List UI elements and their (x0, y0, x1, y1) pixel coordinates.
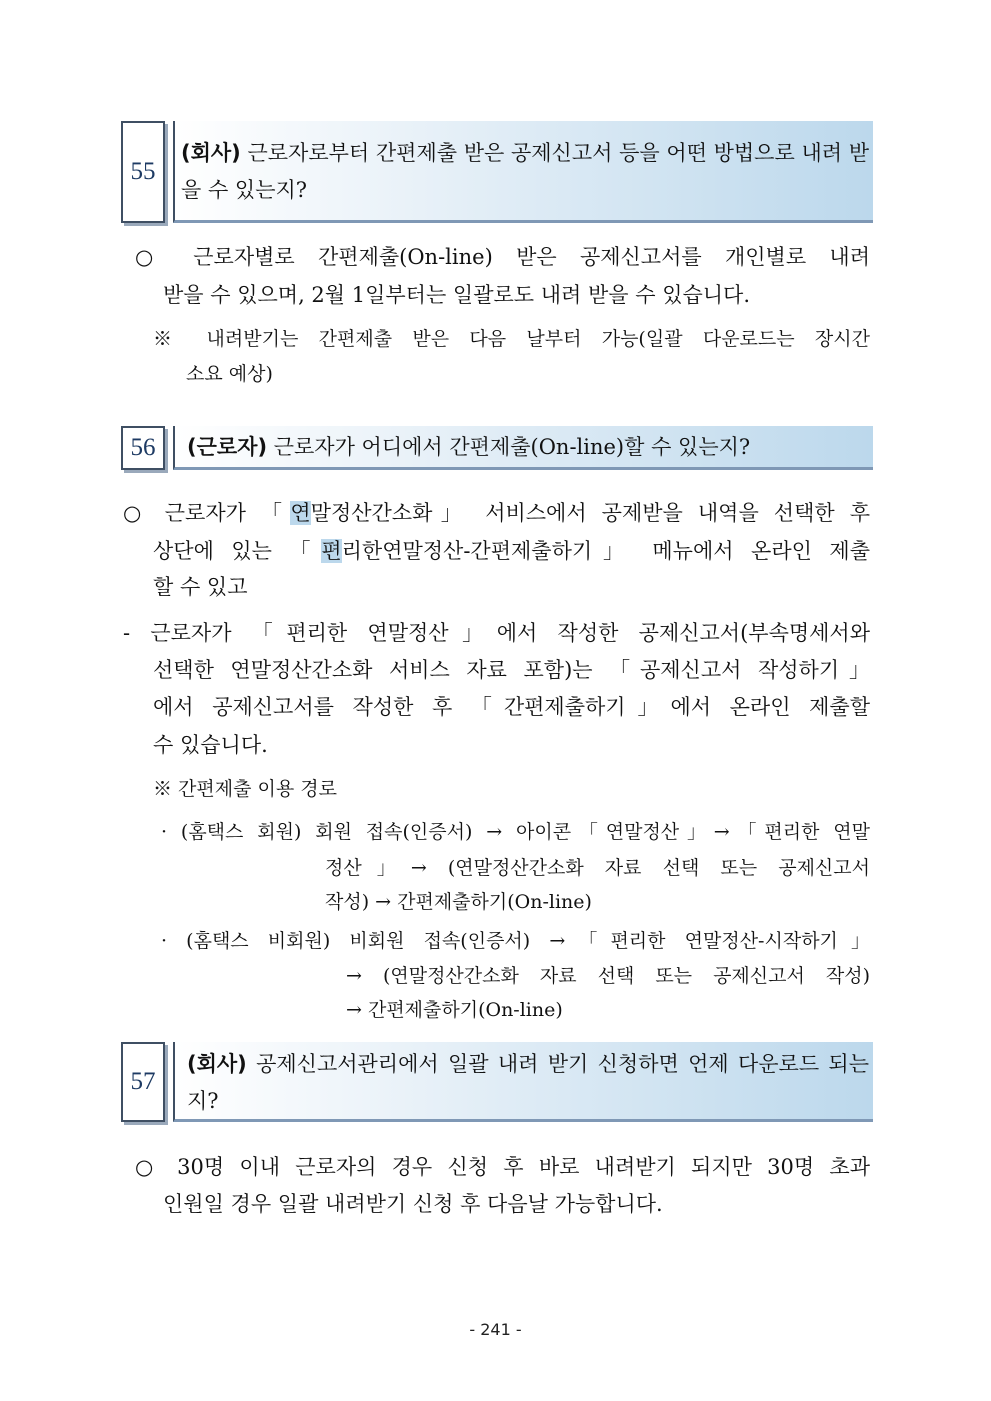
answer-56-dash-line-1: - 근로자가 「편리한 연말정산」에서 작성한 공제신고서(부속명세서와 (123, 621, 870, 645)
path-2-line-3: → 간편제출하기(On-line) (346, 999, 563, 1021)
path-1-line-2: 정산」→ (연말정산간소화 자료 선택 또는 공제신고서 (325, 857, 870, 879)
path-1-line-3: 작성) → 간편제출하기(On-line) (325, 891, 592, 913)
answer-56-line-1-post: 말정산간소화」 서비스에서 공제받을 내역을 선택한 후 (310, 501, 870, 525)
question-number-57: 57 (121, 1042, 165, 1122)
page-number: - 241 - (469, 1320, 522, 1339)
answer-57-line-1: ○ 30명 이내 근로자의 경우 신청 후 바로 내려받기 되지만 30명 초과 (135, 1155, 870, 1179)
note-55-line-1: ※ 내려받기는 간편제출 받은 다음 날부터 가능(일괄 다운로드는 장시간 (153, 328, 870, 350)
question-55-tag: (회사) (181, 141, 241, 165)
answer-56-dash-line-2: 선택한 연말정산간소화 서비스 자료 포함)는 「공제신고서 작성하기」 (153, 658, 870, 682)
question-number-55: 55 (121, 121, 165, 223)
path-1-line-1: · (홈택스 회원) 회원 접속(인증서) → 아이콘「연말정산」→「편리한 연말 (161, 821, 870, 843)
note-55-line-2: 소요 예상) (186, 363, 273, 385)
answer-55-line-1: ○ 근로자별로 간편제출(On-line) 받은 공제신고서를 개인별로 내려 (135, 245, 870, 269)
question-56-tag: (근로자) (187, 435, 268, 459)
answer-56-dash-line-3: 에서 공제신고서를 작성한 후 「간편제출하기」에서 온라인 제출할 (153, 695, 870, 719)
path-2-line-2: → (연말정산간소화 자료 선택 또는 공제신고서 작성) (346, 965, 870, 987)
answer-56-line-2-pre: 상단에 있는 「 (153, 539, 322, 563)
path-note-title: ※ 간편제출 이용 경로 (153, 778, 337, 800)
question-57-tag: (회사) (187, 1052, 247, 1076)
question-56-header (121, 426, 873, 470)
answer-55-line-2: 받을 수 있으며, 2월 1일부터는 일괄로도 내려 받을 수 있습니다. (163, 283, 751, 307)
answer-56-line-2-post: 리한연말정산-간편제출하기」 메뉴에서 온라인 제출 (341, 539, 870, 563)
question-56-title-bar (173, 426, 873, 470)
answer-56-line-3: 할 수 있고 (153, 575, 248, 599)
question-57-title-bar (173, 1042, 873, 1122)
highlighted-char-1: 연 (290, 501, 311, 525)
answer-56-line-1 (123, 494, 870, 532)
question-55-title: 근로자로부터 간편제출 받은 공제신고서 등을 어떤 방법으로 내려 받을 수 있는지? (181, 141, 869, 202)
question-57-header (121, 1042, 873, 1122)
question-57-title: 공제신고서관리에서 일괄 내려 받기 신청하면 언제 다운로드 되는지? (187, 1052, 869, 1113)
question-number-56: 56 (121, 426, 165, 470)
path-2-line-1: · (홈택스 비회원) 비회원 접속(인증서) →「편리한 연말정산-시작하기」 (161, 930, 870, 952)
highlighted-char-2: 편 (321, 539, 342, 563)
question-56-title: 근로자가 어디에서 간편제출(On-line)할 수 있는지? (267, 435, 751, 459)
answer-56-line-2 (153, 532, 870, 570)
question-55-title-bar (173, 121, 873, 223)
question-55-header (121, 121, 873, 223)
answer-56-line-1-pre: ○ 근로자가 「 (123, 501, 291, 525)
answer-57-line-2: 인원일 경우 일괄 내려받기 신청 후 다음날 가능합니다. (163, 1192, 663, 1216)
answer-56-dash-line-4: 수 있습니다. (153, 733, 268, 757)
